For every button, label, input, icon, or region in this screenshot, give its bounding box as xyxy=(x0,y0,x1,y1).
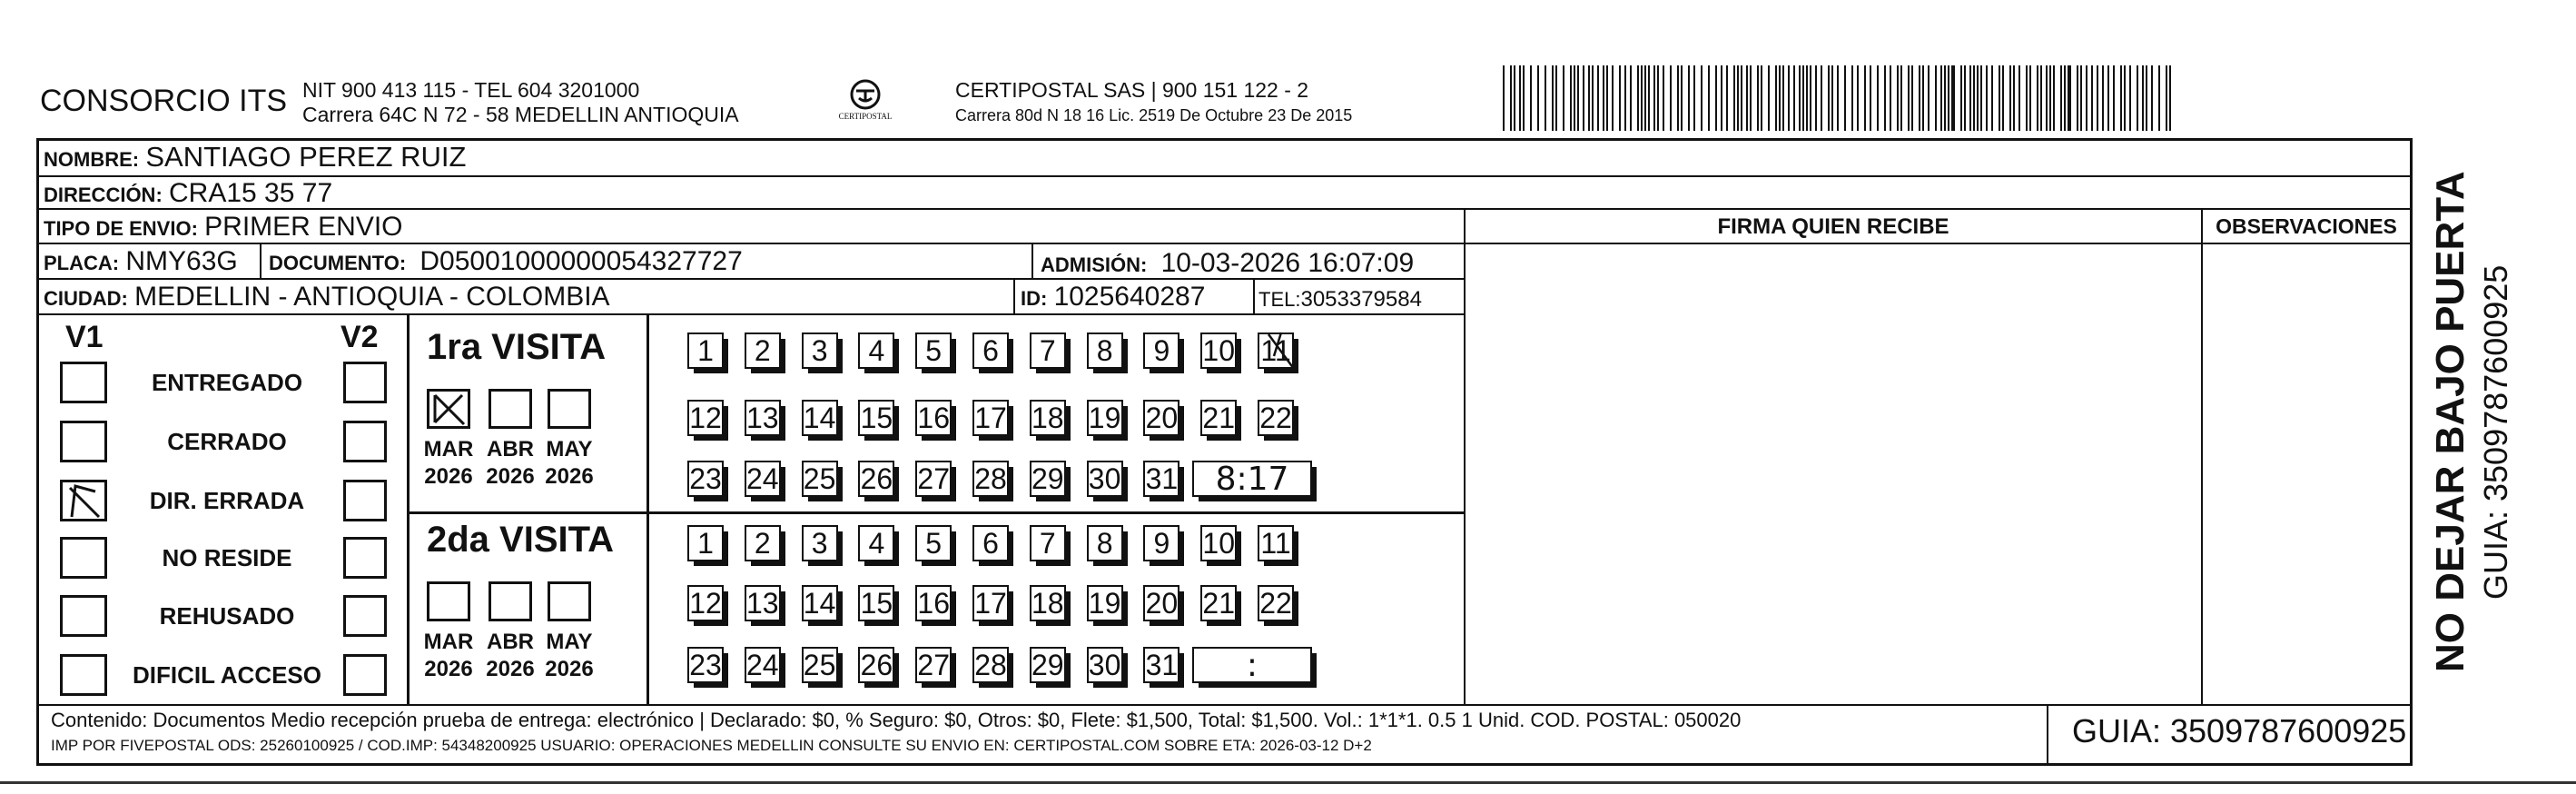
v1-checkbox[interactable] xyxy=(60,537,107,579)
barcode-bar xyxy=(2009,65,2011,131)
recipient-name: SANTIAGO PEREZ RUIZ xyxy=(145,141,467,173)
barcode-bar xyxy=(1737,65,1739,131)
admission-value: 10-03-2026 16:07:09 xyxy=(1160,248,1415,278)
day-box[interactable]: 11 xyxy=(1258,525,1294,561)
barcode-bar xyxy=(1624,65,1626,131)
city-value: MEDELLIN - ANTIOQUIA - COLOMBIA xyxy=(134,282,610,312)
month-checkbox[interactable] xyxy=(427,581,470,621)
barcode-bar xyxy=(2002,65,2004,131)
barcode-bar xyxy=(1911,65,1913,131)
barcode-bar xyxy=(1977,65,1979,131)
day-box[interactable]: 20 xyxy=(1143,585,1179,621)
day-box[interactable]: 27 xyxy=(915,647,952,683)
day-box[interactable]: 1 xyxy=(687,332,724,369)
year-label: 2026 xyxy=(486,657,535,681)
month-checkbox[interactable] xyxy=(548,581,591,621)
barcode-bar xyxy=(1545,65,1546,131)
admission-row xyxy=(1041,248,1414,279)
document-label: DOCUMENTO: xyxy=(269,252,407,274)
barcode-bar xyxy=(1757,65,1759,131)
barcode-bar xyxy=(1960,65,1962,131)
barcode-bar xyxy=(1877,65,1879,131)
barcode-bar xyxy=(1746,65,1748,131)
barcode-bar xyxy=(2068,65,2071,131)
side-warning: NO DEJAR BAJO PUERTA xyxy=(2428,171,2472,672)
barcode-bar xyxy=(1619,65,1621,131)
id-value: 1025640287 xyxy=(1053,282,1206,312)
day-box[interactable]: 24 xyxy=(745,461,781,497)
barcode-bar xyxy=(1828,65,1830,131)
courier-info-line-1: CERTIPOSTAL SAS | 900 151 122 - 2 xyxy=(955,78,1309,102)
day-box[interactable]: 8 xyxy=(1087,332,1123,369)
month-label: MAY xyxy=(546,630,593,654)
barcode-bar xyxy=(1788,65,1790,131)
day-box[interactable]: 12 xyxy=(687,400,724,436)
day-box[interactable]: 3 xyxy=(802,332,838,369)
barcode-bar xyxy=(1779,65,1781,131)
day-box[interactable]: 29 xyxy=(1030,647,1066,683)
time-box[interactable]: : xyxy=(1192,647,1312,683)
day-box[interactable]: 7 xyxy=(1030,525,1066,561)
shipment-type-label: TIPO DE ENVIO: xyxy=(44,217,198,240)
barcode-bar xyxy=(1928,65,1930,131)
barcode-bar xyxy=(2018,65,2020,131)
day-box[interactable]: 20 xyxy=(1143,400,1179,436)
status-label: DIR. ERRADA xyxy=(149,487,305,514)
name-row xyxy=(44,141,466,174)
day-box[interactable]: 8 xyxy=(1087,525,1123,561)
barcode-bar xyxy=(1900,65,1902,131)
barcode-bar xyxy=(1793,65,1795,131)
year-label: 2026 xyxy=(424,657,473,681)
day-box[interactable]: 21 xyxy=(1200,400,1237,436)
barcode-bar xyxy=(1603,65,1604,131)
barcode-bar xyxy=(1715,65,1717,131)
time-box[interactable]: 8:17 xyxy=(1192,461,1312,497)
recipient-address: CRA15 35 77 xyxy=(169,178,333,208)
barcode-bar xyxy=(2166,65,2167,131)
v1-checkbox[interactable] xyxy=(60,654,107,696)
barcode-bar xyxy=(2080,65,2082,131)
courier-info-line-2: Carrera 80d N 18 16 Lic. 2519 De Octubre 23 De 2015 xyxy=(955,106,1353,124)
barcode-bar xyxy=(1523,65,1525,131)
barcode-bar xyxy=(1653,65,1655,131)
month-checkbox[interactable] xyxy=(427,389,470,429)
barcode-bar xyxy=(1851,65,1853,131)
barcode-bar xyxy=(1844,65,1846,131)
company-name: CONSORCIO ITS xyxy=(40,84,288,118)
certipostal-logo-icon xyxy=(847,78,883,111)
barcode-bar xyxy=(2049,65,2051,131)
v1-checkbox[interactable] xyxy=(60,362,107,403)
barcode-bar xyxy=(1693,65,1695,131)
barcode-bar xyxy=(1799,65,1801,131)
barcode-bar xyxy=(1657,65,1659,131)
barcode-bar xyxy=(1644,65,1646,131)
name-label: NOMBRE: xyxy=(44,148,140,171)
barcode-bar xyxy=(1741,65,1742,131)
shipment-type: PRIMER ENVIO xyxy=(204,212,403,242)
side-guide: GUIA: 3509787600925 xyxy=(2477,264,2514,600)
barcode-bar xyxy=(1708,65,1710,131)
barcode-bar xyxy=(2113,65,2115,131)
status-label: CERRADO xyxy=(167,428,287,455)
day-box[interactable]: 16 xyxy=(915,585,952,621)
year-label: 2026 xyxy=(545,464,594,489)
barcode-bar xyxy=(1768,65,1770,131)
barcode-bar xyxy=(2120,65,2122,131)
year-label: 2026 xyxy=(545,657,594,681)
barcode-bar xyxy=(1980,65,1982,131)
day-box[interactable]: 4 xyxy=(858,332,894,369)
barcode-bar xyxy=(1810,65,1811,131)
tel-row xyxy=(1258,284,1422,313)
status-label: NO RESIDE xyxy=(162,544,292,571)
barcode-bar xyxy=(1570,65,1572,131)
day-box[interactable]: 23 xyxy=(687,647,724,683)
barcode-bar xyxy=(1761,65,1762,131)
day-box[interactable]: 13 xyxy=(745,400,781,436)
footer-contents-line: Contenido: Documentos Medio recepción prueba de entrega: electrónico | Declarado: $0, % Seguro: $0, Otros: $0, Flete: $1,500, Total: $1,500. Vol.: 1*1*1. 0.5 1 Unid. COD. POSTAL: 050020 xyxy=(51,709,1742,731)
day-box[interactable]: 23 xyxy=(687,461,724,497)
barcode-bar xyxy=(1606,65,1608,131)
barcode-bar xyxy=(1726,65,1728,131)
barcode-bar xyxy=(1530,65,1532,131)
barcode-bar xyxy=(1750,65,1752,131)
city-label: CIUDAD: xyxy=(44,287,128,310)
day-box[interactable]: 6 xyxy=(972,332,1009,369)
day-box[interactable]: 5 xyxy=(915,525,952,561)
barcode-bar xyxy=(1733,65,1735,131)
barcode-bar xyxy=(1986,65,1988,131)
v2-checkbox[interactable] xyxy=(343,595,387,637)
logo-caption: CERTIPOSTAL xyxy=(838,112,893,121)
tel-label: TEL: xyxy=(1258,288,1301,311)
barcode-bar xyxy=(2091,65,2093,131)
barcode-bar xyxy=(2086,65,2087,131)
barcode-bar xyxy=(1537,65,1539,131)
barcode-bar xyxy=(1775,65,1777,131)
barcode-bar xyxy=(2046,65,2048,131)
id-label: ID: xyxy=(1021,287,1048,310)
barcode-bar xyxy=(1919,65,1920,131)
status-label: REHUSADO xyxy=(159,602,295,630)
barcode-bar xyxy=(1514,65,1515,131)
barcode-bar xyxy=(1641,65,1643,131)
day-box[interactable]: 16 xyxy=(915,400,952,436)
day-box[interactable]: 27 xyxy=(915,461,952,497)
day-box[interactable]: 31 xyxy=(1143,647,1179,683)
city-row xyxy=(44,282,610,313)
barcode-bar xyxy=(1688,65,1690,131)
day-box[interactable]: 29 xyxy=(1030,461,1066,497)
visit2-title: 2da VISITA xyxy=(427,520,614,560)
v2-checkbox[interactable] xyxy=(343,537,387,579)
v1-checkbox[interactable] xyxy=(60,595,107,637)
shipment-type-row xyxy=(44,212,403,243)
day-box[interactable]: 9 xyxy=(1143,525,1179,561)
barcode-bar xyxy=(1583,65,1584,131)
barcode-bar xyxy=(1597,65,1599,131)
barcode xyxy=(1503,65,2179,131)
visit1-title: 1ra VISITA xyxy=(427,327,607,367)
barcode-bar xyxy=(1821,65,1822,131)
id-row xyxy=(1021,282,1205,313)
barcode-bar xyxy=(1637,65,1639,131)
barcode-bar xyxy=(1837,65,1839,131)
day-box[interactable]: 18 xyxy=(1030,585,1066,621)
barcode-bar xyxy=(1991,65,1993,131)
month-label: MAR xyxy=(423,437,474,462)
day-box[interactable]: 14 xyxy=(802,400,838,436)
barcode-bar xyxy=(1577,65,1579,131)
plate-value: NMY63G xyxy=(125,246,238,276)
address-row xyxy=(44,178,332,209)
barcode-bar xyxy=(2142,65,2144,131)
barcode-bar xyxy=(2151,65,2153,131)
day-box[interactable]: 26 xyxy=(858,461,894,497)
barcode-bar xyxy=(1555,65,1557,131)
month-checkbox[interactable] xyxy=(548,389,591,429)
year-label: 2026 xyxy=(486,464,535,489)
barcode-bar xyxy=(2026,65,2028,131)
day-box[interactable]: 17 xyxy=(972,400,1009,436)
barcode-bar xyxy=(1574,65,1575,131)
barcode-bar xyxy=(2077,65,2078,131)
barcode-bar xyxy=(1890,65,1891,131)
barcode-bar xyxy=(2064,65,2066,131)
barcode-bar xyxy=(1935,65,1937,131)
barcode-bar xyxy=(1951,65,1955,131)
day-box[interactable]: 22 xyxy=(1258,400,1294,436)
v2-checkbox[interactable] xyxy=(343,421,387,462)
plate-row xyxy=(44,246,238,277)
barcode-bar xyxy=(1663,65,1664,131)
month-label: MAR xyxy=(423,630,474,654)
barcode-bar xyxy=(1592,65,1594,131)
barcode-bar xyxy=(2129,65,2131,131)
barcode-bar xyxy=(1908,65,1910,131)
barcode-bar xyxy=(1677,65,1679,131)
barcode-bar xyxy=(1612,65,1614,131)
day-box[interactable]: 19 xyxy=(1087,585,1123,621)
day-box[interactable]: 15 xyxy=(858,400,894,436)
x-mark-icon xyxy=(429,392,468,426)
day-box[interactable]: 25 xyxy=(802,461,838,497)
day-box[interactable]: 28 xyxy=(972,647,1009,683)
signature-title: FIRMA QUIEN RECIBE xyxy=(1717,214,1949,239)
footer-print-line: IMP POR FIVEPOSTAL ODS: 25260100925 / COD.IMP: 54348200925 USUARIO: OPERACIONES MEDELLIN CONSULTE SU ENVIO EN: CERTIPOSTAL.COM SOBRE ETA: 2026-03-12 D+2 xyxy=(51,737,1372,754)
barcode-bar xyxy=(1510,65,1512,131)
day-box[interactable]: 12 xyxy=(687,585,724,621)
month-checkbox[interactable] xyxy=(489,581,532,621)
barcode-bar xyxy=(1948,65,1949,131)
day-box[interactable]: 10 xyxy=(1200,525,1237,561)
day-box[interactable]: 17 xyxy=(972,585,1009,621)
v1-label: V1 xyxy=(65,320,104,354)
day-box[interactable]: 11 xyxy=(1258,332,1294,369)
barcode-bar xyxy=(2013,65,2015,131)
barcode-bar xyxy=(1973,65,1975,131)
barcode-bar xyxy=(2146,65,2147,131)
admission-label: ADMISIÓN: xyxy=(1041,253,1148,276)
v2-checkbox[interactable] xyxy=(343,654,387,696)
v2-label: V2 xyxy=(341,320,379,354)
barcode-bar xyxy=(1999,65,2000,131)
v1-checkbox[interactable] xyxy=(60,421,107,462)
company-info-line-1: NIT 900 413 115 - TEL 604 3201000 xyxy=(302,78,640,102)
barcode-bar xyxy=(2124,65,2126,131)
day-box[interactable]: 31 xyxy=(1143,461,1179,497)
day-box[interactable]: 22 xyxy=(1258,585,1294,621)
barcode-bar xyxy=(1782,65,1784,131)
day-box[interactable]: 13 xyxy=(745,585,781,621)
barcode-bar xyxy=(2037,65,2038,131)
day-box[interactable]: 14 xyxy=(802,585,838,621)
barcode-bar xyxy=(1870,65,1871,131)
day-box[interactable]: 4 xyxy=(858,525,894,561)
barcode-bar xyxy=(2097,65,2098,131)
day-box[interactable]: 2 xyxy=(745,525,781,561)
barcode-bar xyxy=(2169,65,2171,131)
barcode-bar xyxy=(1670,65,1672,131)
day-box[interactable]: 7 xyxy=(1030,332,1066,369)
observations-area[interactable] xyxy=(2205,245,2408,703)
company-info-line-2: Carrera 64C N 72 - 58 MEDELLIN ANTIOQUIA xyxy=(302,103,739,126)
day-box[interactable]: 25 xyxy=(802,647,838,683)
certipostal-logo xyxy=(834,78,897,127)
status-label: DIFICIL ACCESO xyxy=(132,661,321,689)
day-box[interactable]: 30 xyxy=(1087,647,1123,683)
barcode-bar xyxy=(1815,65,1817,131)
barcode-bar xyxy=(1630,65,1632,131)
month-checkbox[interactable] xyxy=(489,389,532,429)
document-row xyxy=(269,246,743,277)
day-box[interactable]: 15 xyxy=(858,585,894,621)
year-label: 2026 xyxy=(424,464,473,489)
barcode-bar xyxy=(1701,65,1703,131)
day-box[interactable]: 5 xyxy=(915,332,952,369)
barcode-bar xyxy=(1681,65,1683,131)
v2-checkbox[interactable] xyxy=(343,480,387,521)
day-box[interactable]: 26 xyxy=(858,647,894,683)
day-box[interactable]: 2 xyxy=(745,332,781,369)
x-mark-icon xyxy=(63,482,104,519)
barcode-bar xyxy=(1563,65,1564,131)
barcode-bar xyxy=(1940,65,1942,131)
barcode-bar xyxy=(1648,65,1650,131)
barcode-bar xyxy=(2029,65,2031,131)
observations-title: OBSERVACIONES xyxy=(2216,214,2397,238)
barcode-bar xyxy=(2040,65,2042,131)
day-box[interactable]: 3 xyxy=(802,525,838,561)
barcode-bar xyxy=(1588,65,1590,131)
barcode-bar xyxy=(1519,65,1521,131)
day-box[interactable]: 30 xyxy=(1087,461,1123,497)
day-box[interactable]: 28 xyxy=(972,461,1009,497)
plate-label: PLACA: xyxy=(44,252,120,274)
barcode-bar xyxy=(2137,65,2138,131)
day-box[interactable]: 21 xyxy=(1200,585,1237,621)
barcode-bar xyxy=(1969,65,1971,131)
tel-value: 3053379584 xyxy=(1300,287,1422,312)
month-label: ABR xyxy=(487,630,534,654)
day-box[interactable]: 18 xyxy=(1030,400,1066,436)
barcode-bar xyxy=(2107,65,2109,131)
barcode-bar xyxy=(1503,65,1505,131)
barcode-bar xyxy=(1552,65,1554,131)
barcode-bar xyxy=(2060,65,2062,131)
day-box[interactable]: 10 xyxy=(1200,332,1237,369)
barcode-bar xyxy=(1721,65,1722,131)
month-label: MAY xyxy=(546,437,593,462)
day-box[interactable]: 6 xyxy=(972,525,1009,561)
month-label: ABR xyxy=(487,437,534,462)
barcode-bar xyxy=(1864,65,1866,131)
barcode-bar xyxy=(1884,65,1886,131)
day-box[interactable]: 9 xyxy=(1143,332,1179,369)
address-label: DIRECCIÓN: xyxy=(44,184,163,206)
v1-checkbox[interactable] xyxy=(60,480,107,521)
barcode-bar xyxy=(1806,65,1808,131)
barcode-bar xyxy=(2053,65,2055,131)
footer-guide-number: GUIA: 3509787600925 xyxy=(2072,712,2407,749)
barcode-bar xyxy=(1857,65,1859,131)
barcode-bar xyxy=(1897,65,1899,131)
status-label: ENTREGADO xyxy=(151,369,303,396)
barcode-bar xyxy=(1922,65,1924,131)
barcode-bar xyxy=(1831,65,1833,131)
day-box[interactable]: 24 xyxy=(745,647,781,683)
barcode-bar xyxy=(1802,65,1804,131)
barcode-bar xyxy=(2102,65,2104,131)
signature-area[interactable] xyxy=(1467,245,2199,703)
barcode-bar xyxy=(1964,65,1966,131)
barcode-bar xyxy=(2158,65,2160,131)
v2-checkbox[interactable] xyxy=(343,362,387,403)
day-box[interactable]: 1 xyxy=(687,525,724,561)
day-box[interactable]: 19 xyxy=(1087,400,1123,436)
barcode-bar xyxy=(1944,65,1946,131)
document-value: D05001000000054327727 xyxy=(419,246,743,276)
